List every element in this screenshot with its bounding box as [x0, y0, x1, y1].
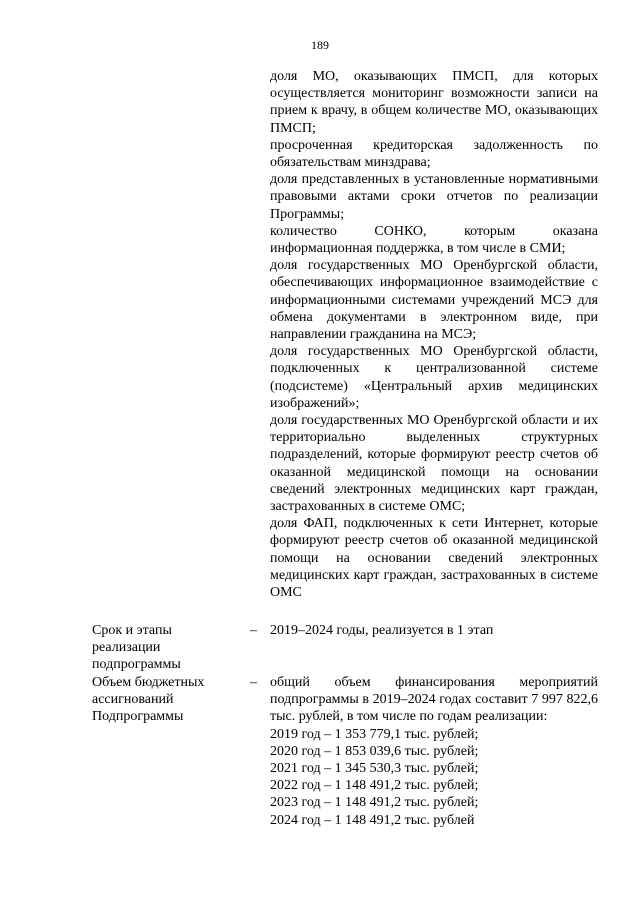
period-label: Срок и этапы реализации подпрограммы: [92, 623, 181, 673]
budget-label: Объем бюджетных ассигнований Подпрограммы: [92, 675, 205, 725]
indicator-item: доля МО, оказывающих ПМСП, для которых осуществляется мониторинг возможности записи на прием к врачу, в общем количестве МО, оказывающих ПМСП;: [270, 69, 598, 136]
indicator-item: доля государственных МО Оренбургской области, обеспечивающих информационное взаимодействие с информационными системами учреждений МСЭ для обмена документами в электронном виде, при направлении гражданина на МСЭ;: [270, 258, 598, 343]
budget-value: [270, 674, 598, 829]
indicator-item: просроченная кредиторская задолженность по обязательствам минздрава;: [270, 137, 598, 171]
indicator-item: доля представленных в установленные нормативными правовыми актами сроки отчетов по реализации Программы;: [270, 172, 598, 222]
budget-year-line: 2021 год – 1 345 530,3 тыс. рублей;: [270, 761, 479, 777]
budget-year-line: 2023 год – 1 148 491,2 тыс. рублей;: [270, 795, 479, 811]
indicator-item: доля государственных МО Оренбургской области, подключенных к централизованной системе (подсистеме) «Центральный архив медицинских изображений»;: [270, 344, 598, 411]
budget-intro: общий объем финансирования мероприятий подпрограммы в 2019–2024 годах составит 7 997 822,6 тыс. рублей, в том числе по годам реализации:: [270, 675, 598, 725]
period-dash: –: [250, 623, 257, 638]
indicators-list: [270, 68, 598, 601]
indicator-item: доля ФАП, подключенных к сети Интернет, которые формируют реестр счетов об оказанной медицинской помощи на основании сведений электронных медицинских карт граждан, застрахованных в системе ОМС: [270, 516, 598, 601]
budget-year-line: 2024 год – 1 148 491,2 тыс. рублей: [270, 812, 475, 828]
indicator-item: количество СОНКО, которым оказана информационная поддержка, в том числе в СМИ;: [270, 223, 598, 257]
budget-year-line: 2022 год – 1 148 491,2 тыс. рублей;: [270, 778, 479, 794]
budget-year-line: 2019 год – 1 353 779,1 тыс. рублей;: [270, 726, 479, 742]
budget-year-line: 2020 год – 1 853 039,6 тыс. рублей;: [270, 743, 479, 759]
period-text: 2019–2024 годы, реализуется в 1 этап: [270, 623, 494, 638]
period-value: [270, 622, 598, 639]
budget-dash: –: [250, 675, 257, 690]
indicator-item: доля государственных МО Оренбургской области и их территориально выделенных структурных подразделений, которые формируют реестр счетов об оказанной медицинской помощи на основании сведений электронных медицинских карт граждан, застрахованных в системе ОМС;: [270, 413, 598, 515]
page-number: 189: [311, 38, 329, 52]
